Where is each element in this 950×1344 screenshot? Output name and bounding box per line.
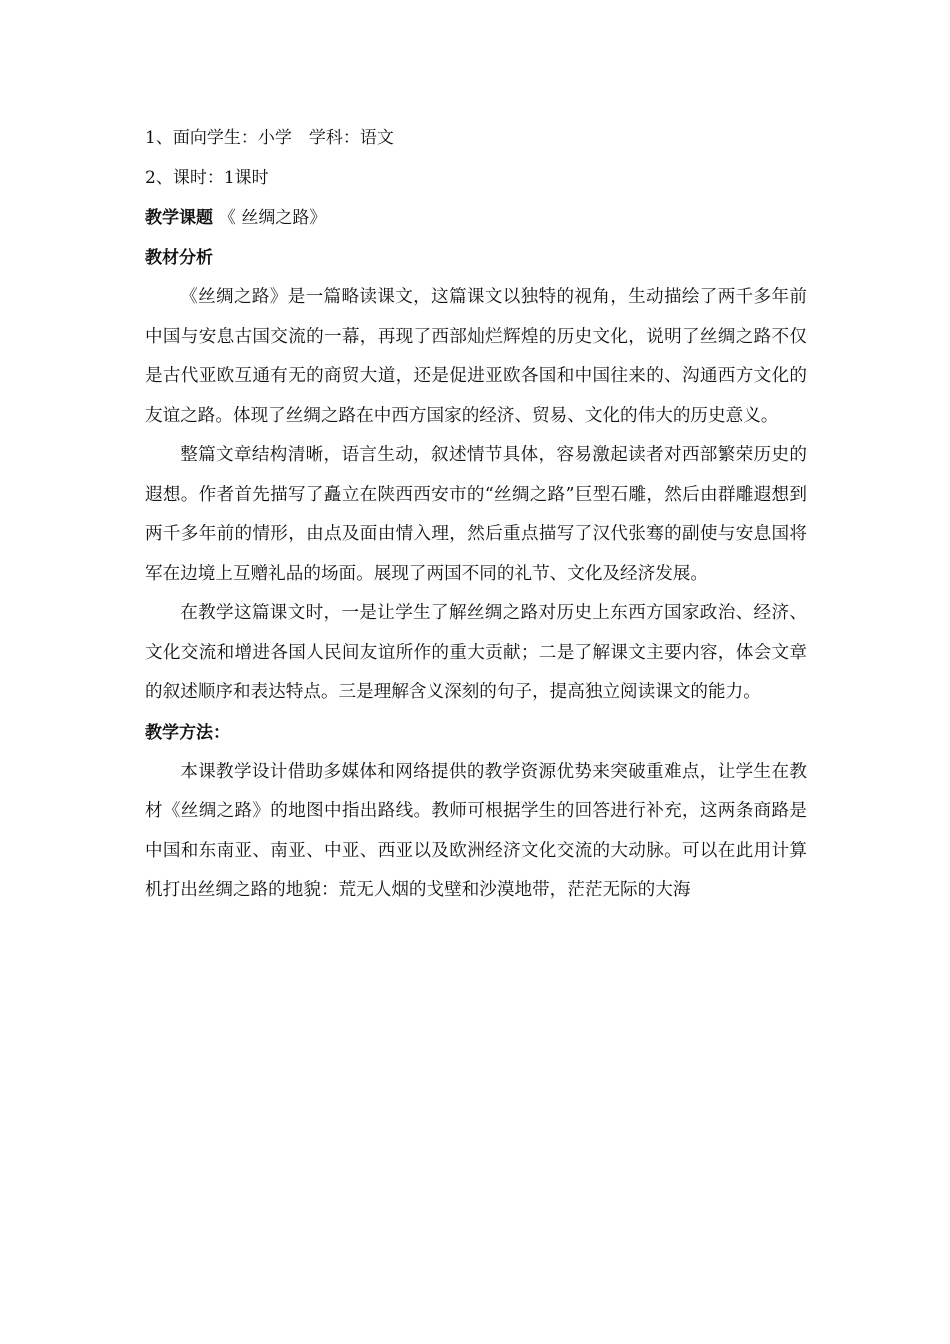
lesson-topic-line xyxy=(145,198,807,238)
document-body xyxy=(145,118,807,911)
lesson-topic-label: 教学课题 xyxy=(145,208,213,228)
methods-paragraph: 本课教学设计借助多媒体和网络提供的教学资源优势来突破重难点，让学生在教材《丝绸之路》的地图中指出路线。教师可根据学生的回答进行补充，这两条商路是中国和东南亚、南亚、中亚、西亚以及欧洲经济文化交流的大动脉。可以在此用计算机打出丝绸之路的地貌：荒无人烟的戈壁和沙漠地带，茫茫无际的大海 xyxy=(145,761,807,900)
audience-subject-line: 1、面向学生：小学 学科：语文 xyxy=(145,128,394,148)
analysis-paragraph: 在教学这篇课文时，一是让学生了解丝绸之路对历史上东西方国家政治、经济、文化交流和增进各国人民间友谊所作的重大贡献；二是了解课文主要内容，体会文章的叙述顺序和表达特点。三是理解含义深刻的句子，提高独立阅读课文的能力。 xyxy=(145,603,807,702)
analysis-heading: 教材分析 xyxy=(145,248,213,268)
class-hours-line: 2、课时：1课时 xyxy=(145,168,269,188)
lesson-topic-title: 《 丝绸之路》 xyxy=(218,208,327,228)
analysis-paragraph: 整篇文章结构清晰，语言生动，叙述情节具体，容易激起读者对西部繁荣历史的遐想。作者首先描写了矗立在陕西西安市的“丝绸之路”巨型石雕，然后由群雕遐想到两千多年前的情形，由点及面由情入理，然后重点描写了汉代张骞的副使与安息国将军在边境上互赠礼品的场面。展现了两国不同的礼节、文化及经济发展。 xyxy=(145,445,807,584)
methods-heading: 教学方法： xyxy=(145,722,230,743)
analysis-paragraph: 《丝绸之路》是一篇略读课文，这篇课文以独特的视角，生动描绘了两千多年前中国与安息古国交流的一幕，再现了西部灿烂辉煌的历史文化，说明了丝绸之路不仅是古代亚欧互通有无的商贸大道，还是促进亚欧各国和中国往来的、沟通西方文化的友谊之路。体现了丝绸之路在中西方国家的经济、贸易、文化的伟大的历史意义。 xyxy=(145,287,807,426)
